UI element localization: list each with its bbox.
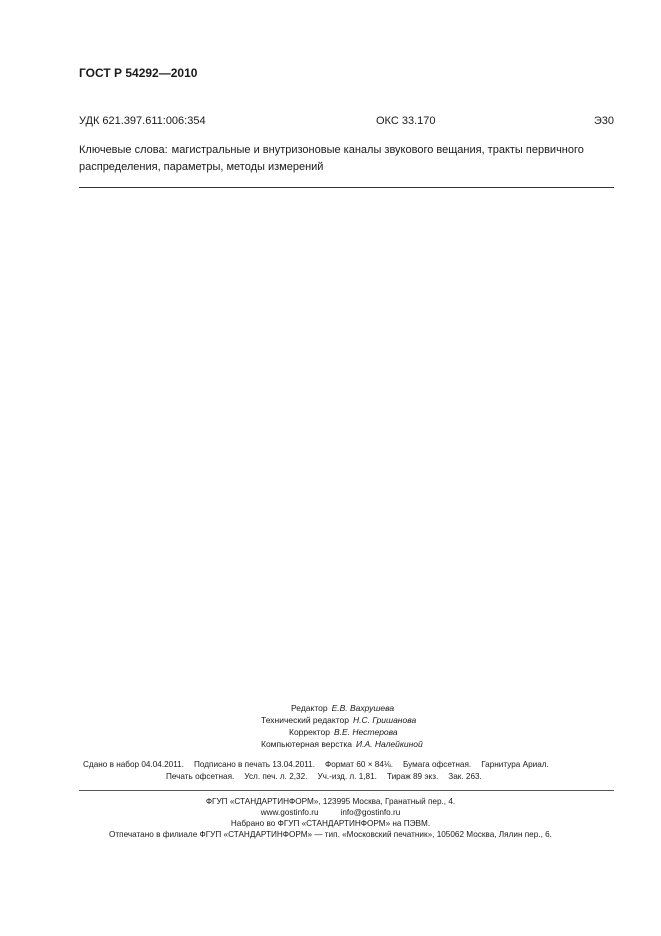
credit-tech-editor-label: Технический редактор	[261, 715, 349, 725]
print-info-item: Уч.-изд. л. 1,81.	[317, 772, 377, 781]
publisher-address: ФГУП «СТАНДАРТИНФОРМ», 123995 Москва, Гранатный пер., 4.	[205, 797, 456, 806]
keywords	[79, 142, 617, 176]
credit-editor	[291, 703, 394, 713]
credit-corrector	[289, 727, 398, 737]
credit-editor-label: Редактор	[291, 703, 328, 713]
publisher-site-link[interactable]: www.gostinfo.ru	[260, 808, 319, 817]
print-info-item: Усл. печ. л. 2,32.	[244, 772, 308, 781]
keywords-text: магистральные и внутризоновые каналы звукового вещания, тракты первичного распределения, параметры, методы измерений	[79, 144, 584, 173]
credit-tech-editor	[261, 715, 416, 725]
credit-layout	[261, 739, 423, 749]
keywords-label: Ключевые слова:	[79, 144, 168, 156]
divider-top	[79, 187, 614, 188]
divider-bottom	[79, 790, 614, 791]
credit-corrector-label: Корректор	[289, 727, 330, 737]
oks-code: ОКС 33.170	[376, 115, 436, 127]
credit-layout-label: Компьютерная верстка	[261, 739, 353, 749]
publisher-contacts	[0, 808, 661, 817]
print-info-line-1	[83, 760, 559, 769]
publisher-typeset: Набрано во ФГУП «СТАНДАРТИНФОРМ» на ПЭВМ.	[230, 819, 431, 828]
e-code: Э30	[593, 115, 614, 127]
print-info-item: Бумага офсетная.	[402, 760, 472, 769]
print-info-item: Подписано в печать 13.04.2011.	[194, 760, 315, 769]
credit-tech-editor-name: Н.С. Гришанова	[352, 715, 417, 725]
print-info-item: Тираж 89 экз.	[386, 772, 439, 781]
print-info-item: Печать офсетная.	[166, 772, 235, 781]
udk-code: УДК 621.397.611:006:354	[79, 115, 206, 127]
print-info-line-2	[166, 772, 492, 781]
print-info-item: Формат 60 × 84⅛.	[324, 760, 393, 769]
publisher-printed: Отпечатано в филиале ФГУП «СТАНДАРТИНФОРМ» — тип. «Московский печатник», 105062 Москва, Лялин пер., 6.	[109, 830, 552, 839]
credit-corrector-name: В.Е. Нестерова	[333, 727, 398, 737]
classification-row	[79, 115, 614, 131]
credit-editor-name: Е.В. Вахрушева	[331, 703, 395, 713]
print-info-item: Сдано в набор 04.04.2011.	[83, 760, 185, 769]
print-info-item: Зак. 263.	[448, 772, 482, 781]
publisher-email-link[interactable]: info@gostinfo.ru	[340, 808, 401, 817]
credit-layout-name: И.А. Налейкиной	[356, 739, 423, 749]
print-info-item: Гарнитура Ариал.	[481, 760, 549, 769]
document-code: ГОСТ Р 54292—2010	[79, 66, 198, 80]
